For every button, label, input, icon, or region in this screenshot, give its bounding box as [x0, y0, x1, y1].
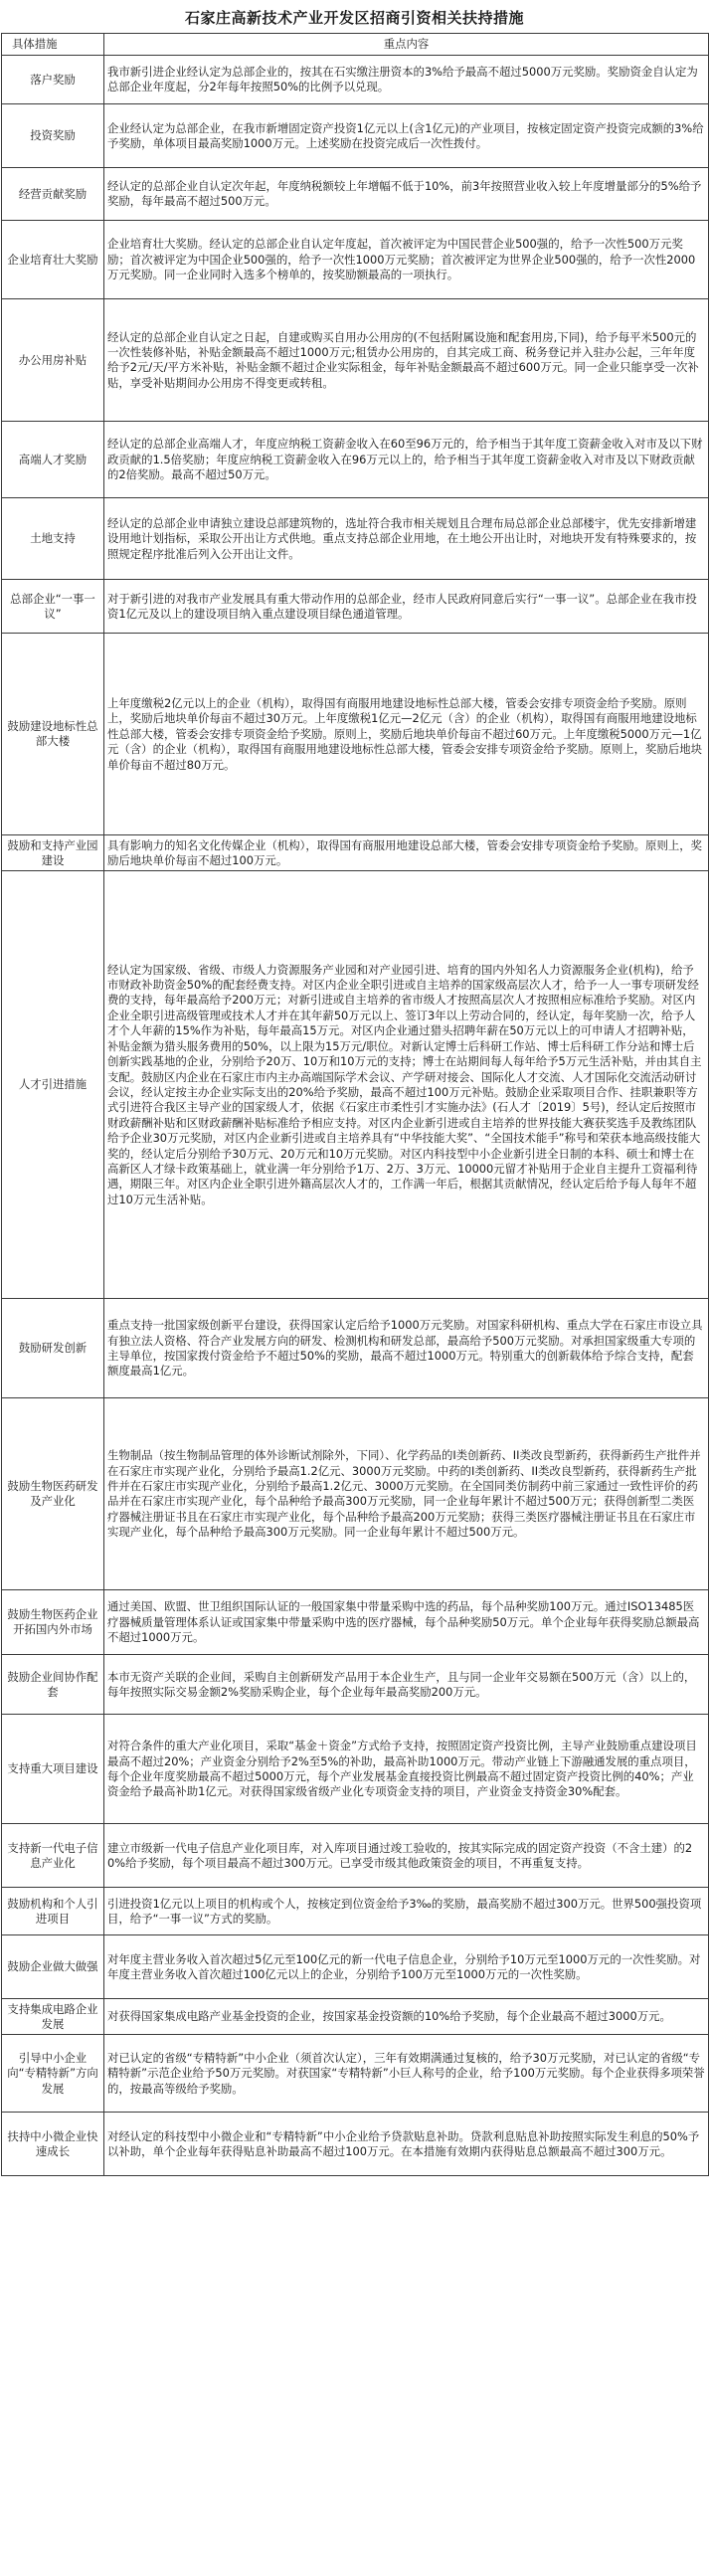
- table-row: [2, 56, 709, 104]
- table-row: [2, 1590, 709, 1655]
- measure-cell: 土地支持: [2, 498, 104, 580]
- content-cell: 对获得国家集成电路产业基金投资的企业，按国家基金投资额的10%给予奖励，每个企业最高不超过3000万元。: [104, 1999, 709, 2035]
- content-cell: 本市无资产关联的企业间，采购自主创新研发产品用于本企业生产，且与同一企业年交易额在500万元（含）以上的，每年按照实际交易金额2%奖励采购企业，每个企业每年最高奖励200万元。: [104, 1655, 709, 1715]
- content-cell: 企业培育壮大奖励。经认定的总部企业自认定年度起，首次被评定为中国民营企业500强的，给予一次性500万元奖励；首次被评定为中国企业500强的，给予一次性1000万元奖励；首次被评定为世界企业500强的，给予一次性2000万元奖励。同一企业同时入选多个榜单的，按奖励额最高的一项执行。: [104, 221, 709, 299]
- measure-cell: 鼓励建设地标性总部大楼: [2, 634, 104, 835]
- measure-cell: 鼓励企业做大做强: [2, 1935, 104, 1999]
- table-row: [2, 580, 709, 634]
- measure-cell: 人才引进措施: [2, 871, 104, 1299]
- content-cell: 我市新引进企业经认定为总部企业的，按其在石实缴注册资本的3%给予最高不超过5000万元奖励。奖励资金自认定为总部企业年度起，分2年每年按照50%的比例予以兑现。: [104, 56, 709, 104]
- content-cell: 经认定的总部企业自认定之日起，自建或购买自用办公用房的(不包括附属设施和配套用房,下同)，给予每平米500元的一次性装修补贴，补贴金额最高不超过1000万元;租赁办公用房的，自其完成工商、税务登记并入驻办公起，三年年度给予2元/天/平方米补贴，补贴金额不超过企业实际租金，每年补贴金额最高不超过600万元。同一企业只能享受一次补贴，享受补贴期间办公用房不得变更或转租。: [104, 299, 709, 422]
- page-bottom-spacer: [0, 2176, 709, 2194]
- measure-cell: 办公用房补贴: [2, 299, 104, 422]
- content-cell: 引进投资1亿元以上项目的机构或个人，按核定到位资金给予3‰的奖励，最高奖励不超过300万元。世界500强投资项目，给予“一事一议”方式的奖励。: [104, 1888, 709, 1935]
- content-cell: 企业经认定为总部企业，在我市新增固定资产投资1亿元以上(含1亿元)的产业项目，按核定固定资产投资完成额的3%给予奖励，单体项目最高奖励1000万元。上述奖励在投资完成后一次性拨付。: [104, 104, 709, 168]
- content-cell: 上年度缴税2亿元以上的企业（机构），取得国有商服用地建设地标性总部大楼，管委会安排专项资金给予奖励。原则上，奖励后地块单价每亩不超过30万元。上年度缴税1亿元—2亿元（含）的企业（机构），取得国有商服用地建设地标性总部大楼，管委会安排专项资金给予奖励。原则上，奖励后地块单价每亩不超过60万元。上年度缴税5000万元—1亿元（含）的企业（机构），取得国有商服用地建设地标性总部大楼，管委会安排专项资金给予奖励。原则上，奖励后地块单价每亩不超过80万元。: [104, 634, 709, 835]
- content-cell: 对符合条件的重大产业化项目，采取“基金＋资金”方式给予支持，按照固定资产投资比例，主导产业鼓励重点建设项目最高不超过20%；产业资金分别给予2%至5%的补助，最高补助1000万元。带动产业链上下游融通发展的重点项目，每个企业年度奖励最高不超过5000万元，每个产业发展基金直接投资比例最高不超过固定资产投资比例的40%；产业资金给予最高补助1亿元。对获得国家级省级产业化专项资金支持的项目，产业资金支持资金30%配套。: [104, 1715, 709, 1824]
- measure-cell: 鼓励研发创新: [2, 1299, 104, 1398]
- table-row: [2, 1715, 709, 1824]
- measure-cell: 投资奖励: [2, 104, 104, 168]
- content-cell: 经认定的总部企业高端人才，年度应纳税工资薪金收入在60至96万元的，给予相当于其年度工资薪金收入对市及以下财政贡献的1.5倍奖励；年度应纳税工资薪金收入在96万元以上的，给予相当于其年度工资薪金收入对市及以下财政贡献的2倍奖励。最高不超过50万元。: [104, 422, 709, 498]
- content-cell: 对已认定的省级“专精特新”中小企业（须首次认定），三年有效期满通过复核的，给予30万元奖励，对已认定的省级“专精特新”示范企业给予50万元奖励。对获国家“专精特新”小巨人称号的企业，给予100万元奖励。每个企业获得多项荣誉的，按最高等级给予奖励。: [104, 2035, 709, 2113]
- document-title: 石家庄高新技术产业开发区招商引资相关扶持措施: [184, 9, 524, 27]
- measure-cell: 企业培育壮大奖励: [2, 221, 104, 299]
- content-cell: 经认定的总部企业申请独立建设总部建筑物的，选址符合我市相关规划且合理布局总部企业总部楼宇，优先安排新增建设用地计划指标，采取公开出让方式供地。重点支持总部企业用地，在土地公开出让时，对地块开发有特殊要求的，按照规定程序批准后列入公开出让文件。: [104, 498, 709, 580]
- content-cell: 建立市级新一代电子信息产业化项目库，对入库项目通过竣工验收的，按其实际完成的固定资产投资（不含土建）的20%给予奖励，每个项目最高不超过300万元。已享受市级其他政策资金的项目，不再重复支持。: [104, 1824, 709, 1888]
- table-row: [2, 299, 709, 422]
- measure-cell: 鼓励企业间协作配套: [2, 1655, 104, 1715]
- table-row: [2, 1299, 709, 1398]
- table-row: [2, 1398, 709, 1590]
- content-cell: 重点支持一批国家级创新平台建设，获得国家认定后给予1000万元奖励。对国家科研机构、重点大学在石家庄市设立具有独立法人资格、符合产业发展方向的研发、检测机构和研发总部，最高给予500万元奖励。对承担国家级重大专项的主导单位，按国家拨付资金给予不超过50%的奖励，最高不超过1000万元。特别重大的创新载体给予综合支持，配套额度最高1亿元。: [104, 1299, 709, 1398]
- content-cell: 对于新引进的对我市产业发展具有重大带动作用的总部企业，经市人民政府同意后实行“一事一议”。总部企业在我市投资1亿元及以上的建设项目纳入重点建设项目绿色通道管理。: [104, 580, 709, 634]
- table-row: [2, 2035, 709, 2113]
- measure-cell: 高端人才奖励: [2, 422, 104, 498]
- table-row: [2, 835, 709, 871]
- table-row: [2, 2113, 709, 2176]
- table-header-row: [2, 34, 709, 56]
- table-row: [2, 634, 709, 835]
- content-cell: 具有影响力的知名文化传媒企业（机构），取得国有商服用地建设总部大楼，管委会安排专项资金给予奖励。原则上，奖励后地块单价每亩不超过100万元。: [104, 835, 709, 871]
- table-row: [2, 1888, 709, 1935]
- measure-cell: 鼓励和支持产业园建设: [2, 835, 104, 871]
- measure-cell: 支持新一代电子信息产业化: [2, 1824, 104, 1888]
- content-cell: 经认定为国家级、省级、市级人力资源服务产业园和对产业园引进、培育的国内外知名人力资源服务企业(机构)，给予市财政补助资金50%的配套经费支持。对区内企业全职引进或自主培养的国家级高层次人才，给予一人一事专项研发经费的支持，每年最高给予200万元；对新引进或自主培养的省市级人才按照高层次人才按照相应标准给予奖励。对区内企业全职引进高级管理或技术人才并在其年薪50万元以上、签订3年以上劳动合同的，经认定，每年奖励一次，给予人才个人年薪的15%作为补贴，每年最高15万元。对区内企业通过猎头招聘年薪在50万元以上的可申请人才招聘补贴，补贴金额为猎头服务费用的50%，以上限为15万元/职位。对新认定博士后科研工作站、博士后科研工作分站和博士后创新实践基地的企业，分别给予20万、10万和10万元的支持；博士在站期间每人每年给予5万元生活补贴，并由其自主支配。鼓励区内企业在石家庄市内主办高端国际学术会议、产学研对接会、国际化人才交流、人才国际化交流活动研讨会议，经认定按主办企业实际支出的20%给予奖励，最高不超过100万元补贴。鼓励企业采取项目合作、挂职兼职等方式引进符合我区主导产业的国家级人才，依据《石家庄市柔性引才实施办法》(石人才〔2019〕5号)，经认定后按照市财政薪酬补贴和区财政薪酬补贴标准给予相应支持。对区内企业新引进或自主培养的世界技能大赛获奖选手及教练团队给予企业30万元奖励，对区内企业新引进或自主培养具有“中华技能大奖”、“全国技术能手”称号和荣获本地高级技能大奖的，经认定后分别给予30万元、20万元和10万元奖励。对区内科技型中小企业新引进全日制的本科、硕士和博士在高新区人才绿卡政策基础上，就业满一年分别给予1万、2万、3万元、10000元留才补贴用于企业自主提升工资福利待遇，期限三年。对区内企业全职引进外籍高层次人才的，工作满一年后，根据其贡献情况，经认定后给予每人每年不超过10万元生活补贴。: [104, 871, 709, 1299]
- measure-cell: 引导中小企业向“专精特新”方向发展: [2, 2035, 104, 2113]
- table-row: [2, 221, 709, 299]
- content-cell: 对经认定的科技型中小微企业和“专精特新”中小企业给予贷款贴息补助。贷款利息贴息补助按照实际发生利息的50%予以补助，单个企业每年获得贴息补助最高不超过100万元。在本措施有效期内获得贴息总额最高不超过300万元。: [104, 2113, 709, 2176]
- measure-cell: 支持集成电路企业发展: [2, 1999, 104, 2035]
- column-header-measure: 具体措施: [2, 34, 104, 56]
- table-row: [2, 1655, 709, 1715]
- table-row: [2, 104, 709, 168]
- measure-cell: 支持重大项目建设: [2, 1715, 104, 1824]
- table-row: [2, 168, 709, 221]
- content-cell: 经认定的总部企业自认定次年起，年度纳税额较上年增幅不低于10%，前3年按照营业收入较上年度增量部分的5%给予奖励，每年最高不超过500万元。: [104, 168, 709, 221]
- measure-cell: 扶持中小微企业快速成长: [2, 2113, 104, 2176]
- column-header-content: 重点内容: [104, 34, 709, 56]
- measure-cell: 鼓励生物医药研发及产业化: [2, 1398, 104, 1590]
- measure-cell: 总部企业“一事一议”: [2, 580, 104, 634]
- table-row: [2, 1824, 709, 1888]
- measure-cell: 落户奖励: [2, 56, 104, 104]
- measure-cell: 鼓励机构和个人引进项目: [2, 1888, 104, 1935]
- table-row: [2, 498, 709, 580]
- measure-cell: 鼓励生物医药企业开拓国内外市场: [2, 1590, 104, 1655]
- content-cell: 通过美国、欧盟、世卫组织国际认证的一般国家集中带量采购中选的药品，每个品种奖励100万元。通过ISO13485医疗器械质量管理体系认证或国家集中带量采购中选的医疗器械，每个品种奖励50万元。单个企业每年获得奖励总额最高不超过1000万元。: [104, 1590, 709, 1655]
- policy-table: [1, 33, 709, 2176]
- table-row: [2, 422, 709, 498]
- table-row: [2, 1935, 709, 1999]
- measure-cell: 经营贡献奖励: [2, 168, 104, 221]
- content-cell: 生物制品（按生物制品管理的体外诊断试剂除外，下同）、化学药品的I类创新药、II类改良型新药，获得新药生产批件并在石家庄市实现产业化，分别给予最高1.2亿元、3000万元奖励。中药的I类创新药、II类改良型新药，获得新药生产批件并在石家庄市实现产业化，分别给予最高1.2亿元、3000万元奖励。在全国同类仿制药中前三家通过一致性评价的药品并在石家庄市实现产业化，每个品种给予最高300万元奖励，同一企业每年累计不超过500万元；获得创新型二类医疗器械注册证书且在石家庄市实现产业化，每个品种给予最高200万元奖励；获得三类医疗器械注册证书且在石家庄市实现产业化，每个品种给予最高300万元奖励。同一企业每年累计不超过500万元。: [104, 1398, 709, 1590]
- content-cell: 对年度主营业务收入首次超过5亿元至100亿元的新一代电子信息企业，分别给予10万元至1000万元的一次性奖励。对年度主营业务收入首次超过100亿元以上的企业，分别给予100万元至1000万元的一次性奖励。: [104, 1935, 709, 1999]
- table-row: [2, 871, 709, 1299]
- table-row: [2, 1999, 709, 2035]
